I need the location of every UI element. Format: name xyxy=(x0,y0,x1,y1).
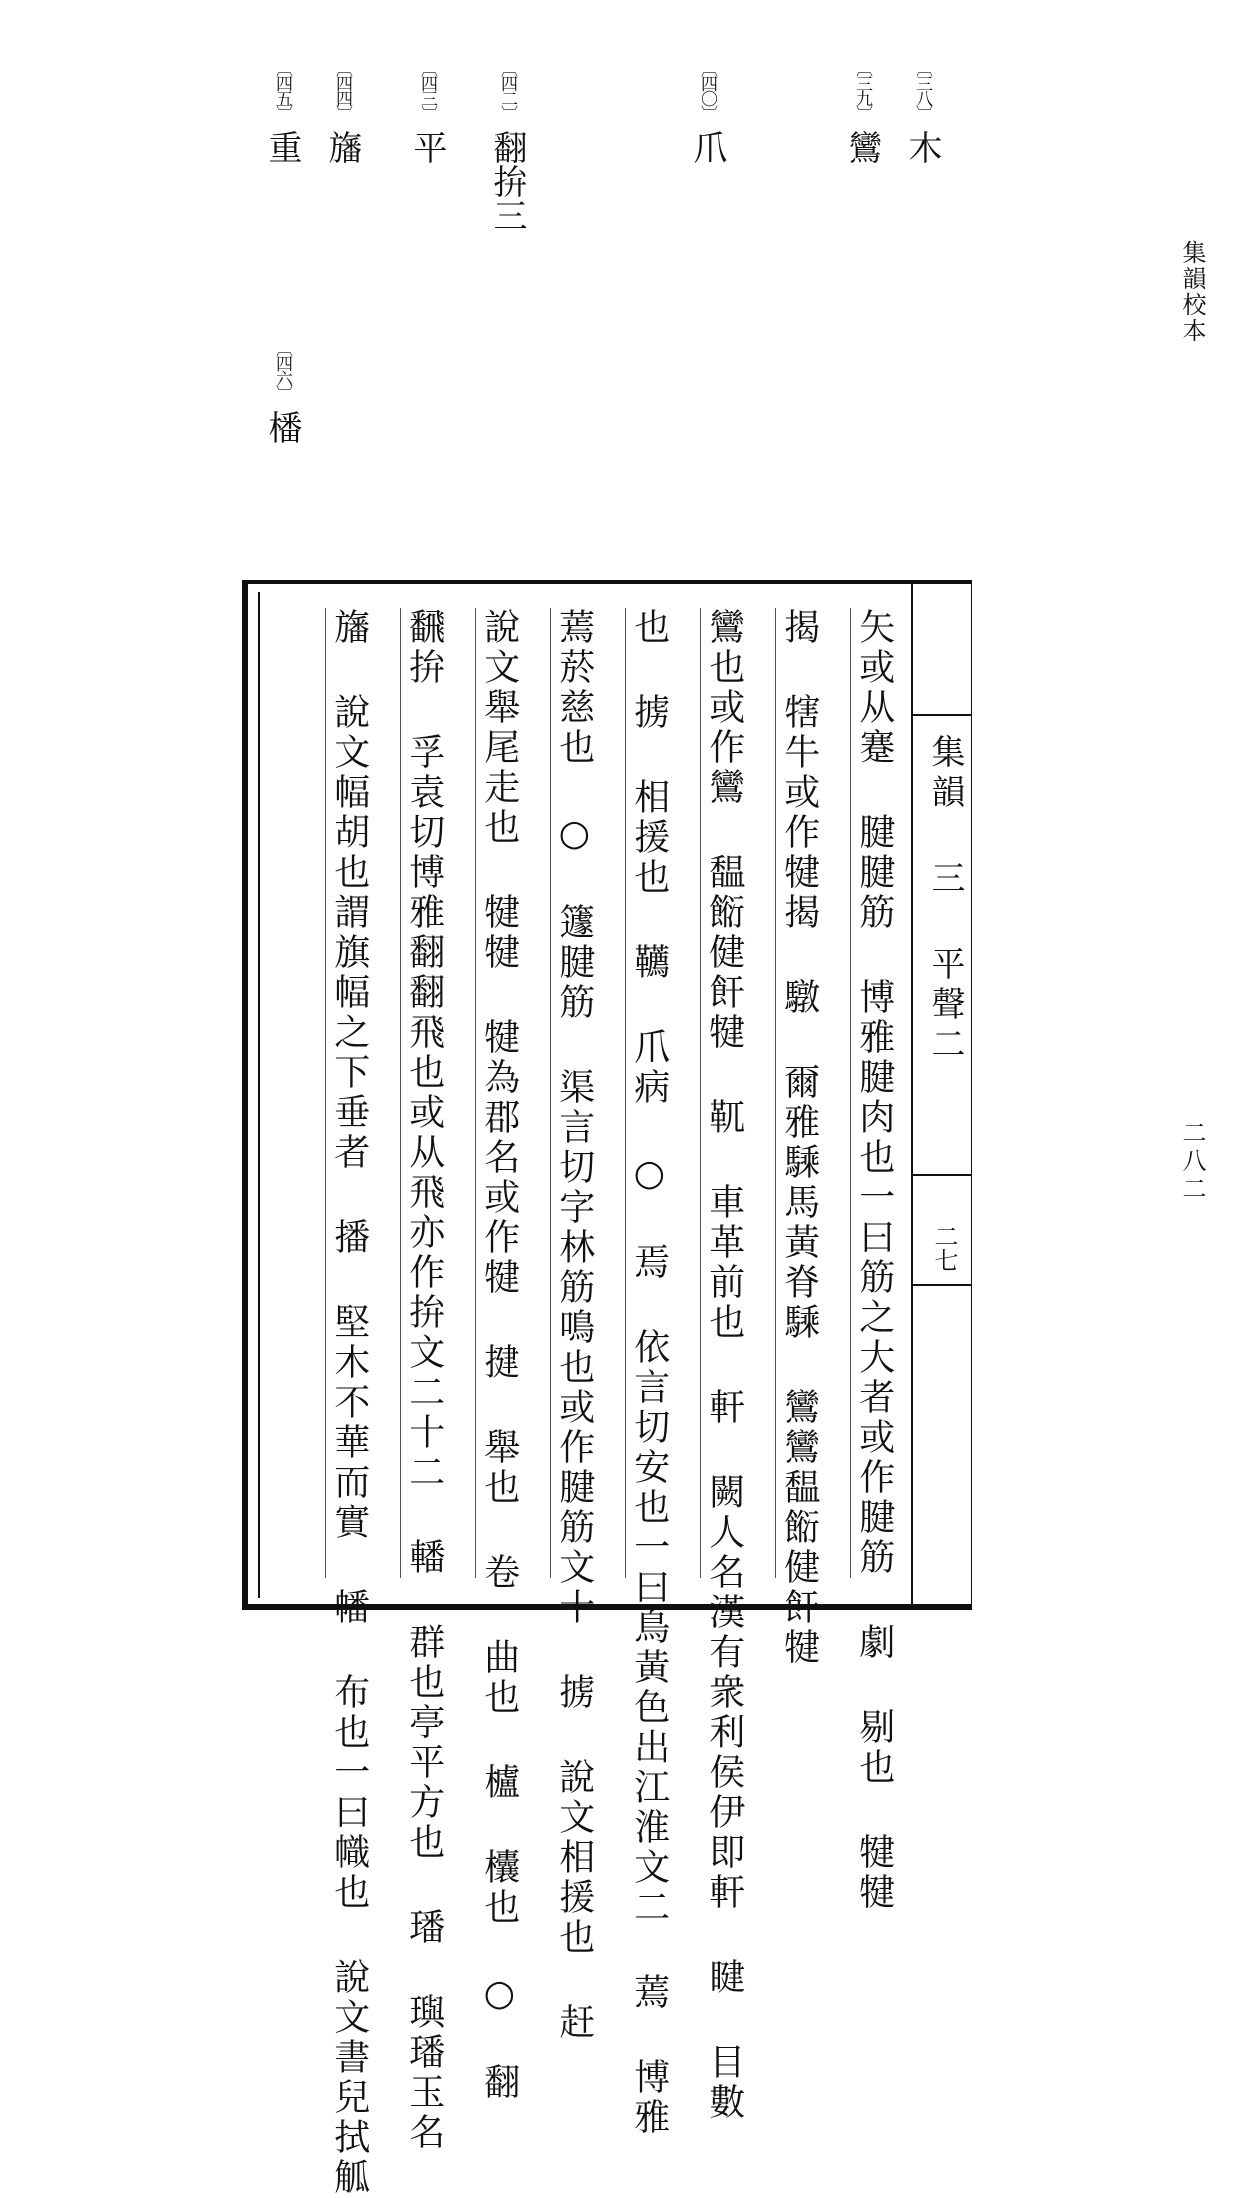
note-number: 〔三八〕 xyxy=(912,60,932,120)
note-text: 重 xyxy=(262,130,302,164)
column-text: 也 掳 相援也 韉 爪病 ○ 焉 依言切安也一曰鳥黃色出江淮文二 蔫 博雅 xyxy=(628,608,670,2138)
column-text: 矢或从蹇 腱腱筋 博雅腱肉也一曰筋之大者或作腱筋 劇 剔也 犍犍 xyxy=(853,608,895,1913)
text-column xyxy=(400,608,461,2153)
column-text: 蔫菸慈也 ○ 籧腱筋 渠言切字林筋鳴也或作腱筋文十 掳 說文相援也 赶 xyxy=(553,608,595,2043)
note-text: 平 xyxy=(407,130,447,164)
text-column xyxy=(550,608,611,2043)
note-text: 橎 xyxy=(262,410,302,444)
text-column xyxy=(775,608,836,1668)
note-text: 鸞 xyxy=(842,130,882,164)
collation-note xyxy=(687,60,727,164)
column-text: 說文舉尾走也 犍犍 犍為郡名或作犍 揵 舉也 卷 曲也 櫨 欜也 ○ 翻 xyxy=(478,608,520,2103)
collation-note xyxy=(262,340,302,444)
note-text: 爪 xyxy=(687,130,727,164)
note-number: 〔四二〕 xyxy=(497,60,517,120)
note-number: 〔三九〕 xyxy=(852,60,872,120)
fold-rule xyxy=(913,1284,971,1286)
collation-note xyxy=(262,60,302,164)
fold-page-number: 二七 xyxy=(930,1224,958,1272)
column-text: 飜拚 孚袁切博雅翻翻飛也或从飛亦作拚文二十二 轓 群也亭平方也 璠 璵璠玉名 xyxy=(403,608,445,2153)
note-text: 翻拚三 xyxy=(487,130,527,232)
text-column xyxy=(700,608,761,2123)
note-text: 木 xyxy=(902,130,942,164)
text-column xyxy=(625,608,686,2138)
fold-rule xyxy=(913,714,971,716)
column-text: 鸞也或作鸞 馧餰健飦犍 靰 車革前也 軒 闕人名漢有衆利侯伊即軒 睷 目數 xyxy=(703,608,745,2123)
side-running-title: 集韻校本 xyxy=(1178,240,1206,344)
text-column xyxy=(850,608,911,1913)
text-column xyxy=(475,608,536,2103)
collation-note xyxy=(407,60,447,164)
note-number: 〔四三〕 xyxy=(417,60,437,120)
column-text: 揭 犗牛或作犍揭 驐 爾雅騬馬黃脊騬 鸞鸞馧餰健飦犍 xyxy=(778,608,820,1668)
collation-note xyxy=(842,60,882,164)
collation-note xyxy=(487,60,527,232)
text-columns-area xyxy=(258,592,911,2198)
note-text: 旛 xyxy=(322,130,362,164)
text-column xyxy=(325,608,386,2198)
note-number: 〔四四〕 xyxy=(332,60,352,120)
note-number: 〔四〇〕 xyxy=(697,60,717,120)
woodblock-page-panel xyxy=(242,580,972,2198)
note-number: 〔四六〕 xyxy=(272,340,292,400)
note-number: 〔四五〕 xyxy=(272,60,292,120)
fold-column xyxy=(911,584,971,1604)
column-text: 旛 說文幅胡也謂旗幅之下垂者 播 堅木不華而實 幡 布也一曰幟也 說文書兒拭觚 xyxy=(328,608,370,2198)
fold-title: 集韻 三 平聲二 xyxy=(925,734,965,1066)
side-page-number: 二八二 xyxy=(1178,1120,1206,1204)
collation-note xyxy=(322,60,362,164)
fold-rule xyxy=(913,1174,971,1176)
collation-note xyxy=(902,60,942,164)
